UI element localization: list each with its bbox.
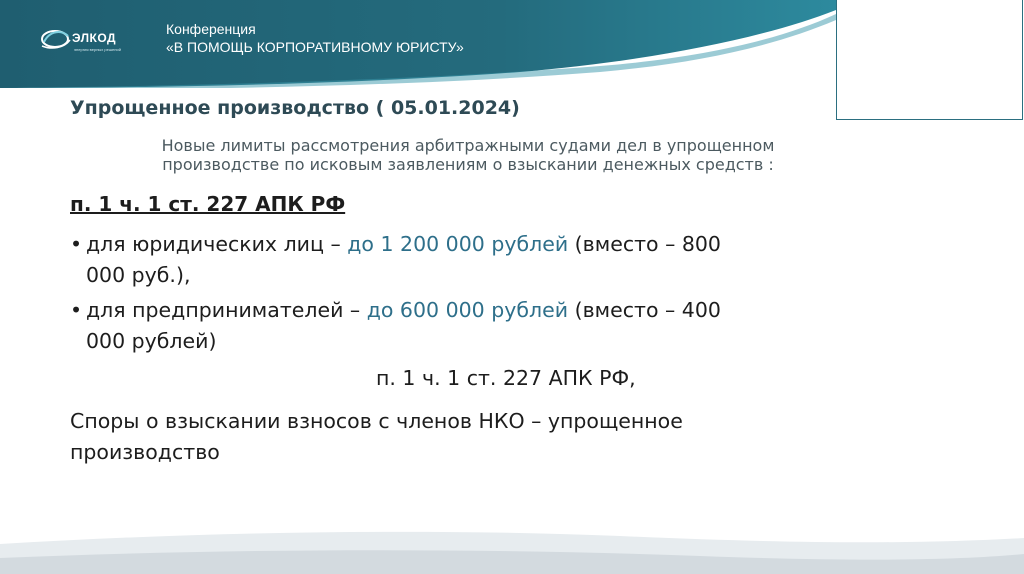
bullet-prefix: для юридических лиц – bbox=[86, 232, 348, 256]
bullet-marker: • bbox=[70, 298, 83, 322]
bullet-legal-entities bbox=[70, 229, 721, 291]
bullet-prefix: для предпринимателей – bbox=[86, 298, 367, 322]
bullet-highlight: до 600 000 рублей bbox=[366, 298, 569, 322]
conference-name: «В ПОМОЩЬ КОРПОРАТИВНОМУ ЮРИСТУ» bbox=[166, 39, 464, 55]
bullet-entrepreneurs bbox=[70, 295, 721, 357]
bullet-suffix: (вместо – 800 bbox=[568, 232, 721, 256]
bullet-marker: • bbox=[70, 232, 83, 256]
slide-title: Упрощенное производство ( 05.01.2024) bbox=[70, 97, 520, 119]
disputes-statement bbox=[70, 406, 683, 468]
footer-wave bbox=[0, 514, 1024, 574]
disputes-line: Споры о взыскании взносов с членов НКО – упрощенное bbox=[70, 409, 683, 433]
subtitle-line: производстве по исковым заявлениям о взыскании денежных средств : bbox=[162, 155, 774, 174]
bullet-suffix: (вместо – 400 bbox=[568, 298, 721, 322]
article-reference: п. 1 ч. 1 ст. 227 АПК РФ, bbox=[376, 366, 636, 390]
logo-name: ЭЛКОД bbox=[72, 31, 117, 45]
slide-subtitle bbox=[128, 136, 808, 174]
logo-tagline: энергия верных решений bbox=[74, 47, 121, 52]
bullet-highlight: до 1 200 000 рублей bbox=[347, 232, 569, 256]
subtitle-line: Новые лимиты рассмотрения арбитражными судами дел в упрощенном bbox=[161, 136, 775, 155]
disputes-line: производство bbox=[70, 440, 220, 464]
conference-label: Конференция bbox=[166, 21, 256, 37]
corner-frame bbox=[836, 0, 1023, 120]
article-heading: п. 1 ч. 1 ст. 227 АПК РФ bbox=[70, 192, 346, 216]
bullet-continuation: 000 руб.), bbox=[86, 263, 191, 287]
bullet-continuation: 000 рублей) bbox=[86, 329, 217, 353]
